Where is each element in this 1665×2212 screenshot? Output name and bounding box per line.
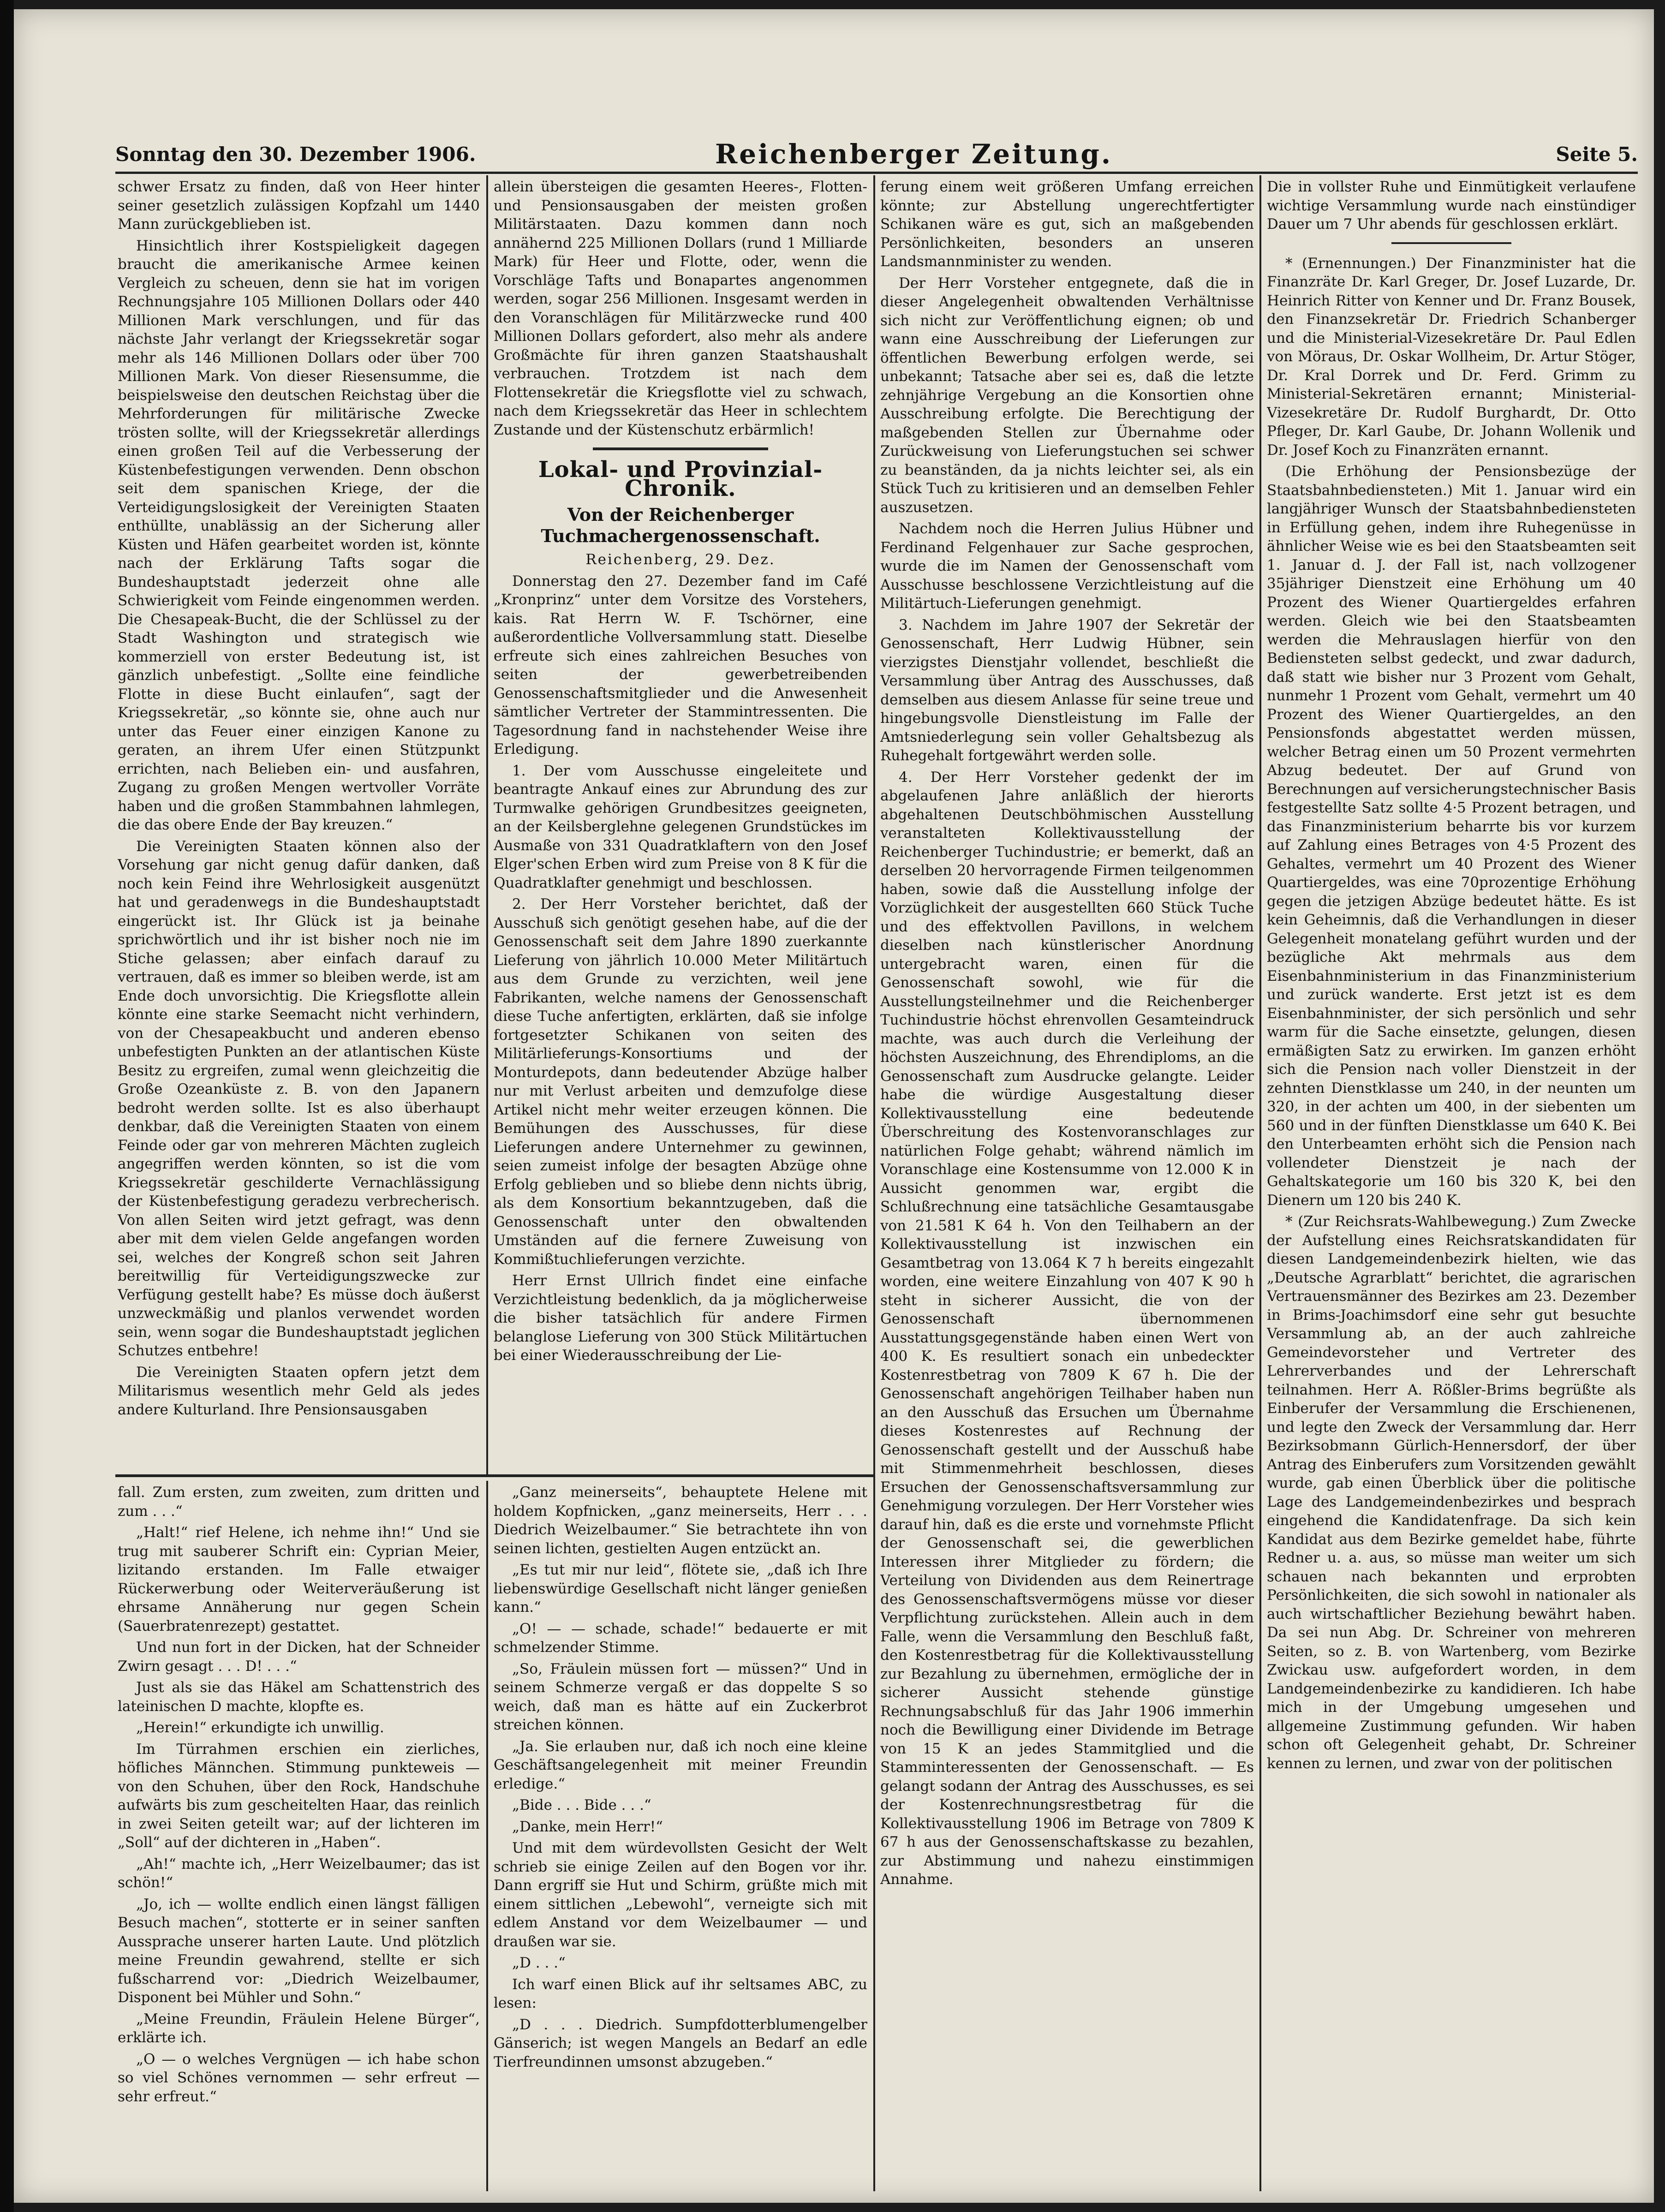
paragraph: „Ah!“ machte ich, „Herr Weizelbaumer; das ist schön!“ <box>118 1855 480 1891</box>
column-4 <box>1267 178 1636 2189</box>
paragraph: allein übersteigen die gesamten Heeres-, Flotten- und Pensionsausgaben der meisten großen Militärstaaten. Dazu kommen dann noch annähernd 225 Millionen Dollars (rund 1 Milliarde Mark) für Heer und Flotte, oder, wenn die Vorschläge Tafts und Bonapartes angenommen werden, sogar 256 Millionen. Insgesamt werden in den Voranschlägen für Militärzwecke rund 400 Millionen Dollars gefordert, also mehr als andere Großmächte für ihren ganzen Staatshaushalt verbrauchen. Trotzdem ist nach dem Flottensekretär die Kriegsflotte viel zu schwach, nach dem Kriegssekretär das Heer in schlechtem Zustande und der Küstenschutz erbärmlich! <box>494 179 867 438</box>
paragraph: Hinsichtlich ihrer Kostspieligkeit dagegen braucht die amerikanische Armee keinen Vergleich zu scheuen, denn sie hat im vorigen Rechnungsjahre 105 Millionen Dollars oder 440 Millionen Mark verschlungen, und für das nächste Jahr verlangt der Kriegssekretär sogar mehr als 146 Millionen Dollars oder über 700 Millionen Mark. Von dieser Riesensumme, die beispielsweise den deutschen Reichstag über die Mehrforderungen für militärische Zwecke trösten sollte, will der Kriegssekretär allerdings einen großen Teil auf die Verbesserung der Küstenbefestigungen verwenden. Denn obschon seit dem spanischen Kriege, der die Verteidigungslosigkeit der Vereinigten Staaten enthüllte, unablässig an der Sicherung aller Küsten und Häfen gearbeitet worden ist, könnte nach der Erklärung Tafts sogar die Bundeshauptstadt jederzeit ohne alle Schwierigkeit vom Feinde eingenommen werden. Die Chesapeak-Bucht, die der Schlüssel zu der Stadt Washington und strategisch wie kommerziell von erster Bedeutung ist, ist gänzlich unbefestigt. „Sollte eine feindliche Flotte in diese Bucht einlaufen“, sagt der Kriegssekretär, „so könnte sie, ohne auch nur unter das Feuer einer einzigen Kanone zu geraten, an ihrem Ufer einen Stützpunkt errichten, nach Belieben ein- und ausfahren, Zugang zu großen Mengen wertvoller Vorräte haben und die großen Stammbahnen lahmlegen, die das obere Ende der Bay kreuzen.“ <box>118 237 480 833</box>
column-3 <box>880 178 1254 2189</box>
paragraph: „Herein!“ erkundigte ich unwillig. <box>136 1719 384 1736</box>
column-2 <box>494 178 867 1472</box>
news-item: * (Zur Reichsrats-Wahlbewegung.) Zum Zwecke der Aufstellung eines Reichsratskandidaten für diesen Landgemeindenbezirk hielten, wie das „Deutsche Agrarblatt“ berichtet, die agrarischen Vertrauensmänner des Bezirkes am 23. Dezember in Brims-Joachimsdorf eine sehr gut besuchte Versammlung ab, an der auch zahlreiche Gemeindevorsteher und Vertreter des Lehrerverbandes und der Lehrerschaft teilnahmen. Herr A. Rößler-Brims begrüßte als Einberufer der Versammlung die Erschienenen, und legte den Zweck der Versammlung dar. Herr Bezirksobmann Gürlich-Hennersdorf, der über Antrag des Einberufers zum Vorsitzenden gewählt wurde, gab einen Überblick über die politische Lage des Landgemeindenbezirkes und besprach eingehend die Kandidatenfrage. Da sich kein Kandidat aus dem Bezirke gemeldet habe, führte Redner u. a. aus, so müsse man weiter um sich schauen nach bekannten und erprobten Persönlichkeiten, die sich sowohl in nationaler als auch wirtschaftlicher Beziehung bewährt haben. Da sei nun Abg. Dr. Schreiner von mehreren Seiten, so z. B. von Wartenberg, vom Bezirke Zwickau usw. aufgefordert worden, in dem Landgemeindenbezirke zu kandidieren. Ich habe mich in der Umgebung umgesehen und allgemeine Zustimmung gefunden. Wir haben schon oft Gelegenheit gehabt, Dr. Schreiner kennen zu lernen, und zwar von der politischen <box>1267 1213 1636 1772</box>
paragraph: 1. Der vom Ausschusse eingeleitete und beantragte Ankauf eines zur Abrundung des zur Turmwalke gehörigen Grundbesitzes geeigneten, an der Keilsberglehne gelegenen Grundstückes im Ausmaße von 331 Quadratklaftern von den Josef Elger'schen Erben wird zum Preise von 8 K für die Quadratklafter genehmigt und beschlossen. <box>494 762 867 891</box>
paragraph: Im Türrahmen erschien ein zierliches, höfliches Männchen. Stimmung punkteweis — von den Schuhen, über den Rock, Handschuhe aufwärts bis zum gescheitelten Haar, das reinlich in zwei Seiten geteilt war; auf der lichteren im „Soll“ auf der dichteren in „Haben“. <box>118 1741 480 1851</box>
paragraph: Ich warf einen Blick auf ihr seltsames ABC, zu lesen: <box>494 1976 867 2011</box>
paragraph: ferung einem weit größeren Umfang erreichen könnte; zur Abstellung ungerechtfertigter Schikanen wäre es gut, sich an maßgebenden Persönlichkeiten, besonders an unseren Landsmannminister zu wenden. <box>880 179 1254 270</box>
paragraph: Nachdem noch die Herren Julius Hübner und Ferdinand Felgenhauer zur Sache gesprochen, wurde die im Namen der Genossenschaft vom Ausschusse beschlossene Verzichtleistung auf die Militärtuch-Lieferungen genehmigt. <box>880 520 1254 612</box>
paragraph: 4. Der Herr Vorsteher gedenkt der im abgelaufenen Jahre anläßlich der hierorts abgehaltenen Deutschböhmischen Ausstellung veranstalteten Kollektivausstellung der Reichenberger Tuchindustrie; er bemerkt, daß an derselben 20 hervorragende Firmen teilgenommen haben, sowie daß die Ausstellung infolge der Vorzüglichkeit der ausgestellten 660 Stück Tuche und des effektvollen Pavillons, in welchem dieselben nach künstlerischer Anordnung untergebracht waren, einen für die Genossenschaft sowohl, wie für die Ausstellungsteilnehmer und die Reichenberger Tuchindustrie höchst ehrenvollen Gesamteindruck machte, was auch durch die Verleihung der höchsten Auszeichnung, des Ehrendiploms, an die Genossenschaft zum Ausdrucke gelangte. Leider habe die würdige Ausgestaltung dieser Kollektivausstellung eine bedeutende Überschreitung des Kostenvoranschlages zur natürlichen Folge gehabt; während nämlich im Voranschlage eine Kostensumme von 12.000 K in Aussicht genommen war, ergibt die Schlußrechnung eine tatsächliche Gesamtausgabe von 21.581 K 64 h. Von den Teilhabern an der Kollektivausstellung ist inzwischen ein Gesamtbetrag von 13.064 K 7 h bereits eingezahlt worden, eine weitere Einzahlung von 407 K 90 h steht in sicherer Aussicht, die von der Genossenschaft übernommenen Ausstattungsgegenstände haben einen Wert von 400 K. Es resultiert sonach ein unbedeckter Kostenrestbetrag von 7809 K 67 h. Die der Genossenschaft angehörigen Teilhaber haben nun an den Ausschuß das Ersuchen um Übernahme dieses Kostenrestes auf Rechnung der Genossenschaft gestellt und der Ausschuß habe mit Stimmenmehrheit beschlossen, dieses Ersuchen der Genossenschaftsversammlung zur Genehmigung vorzulegen. Der Herr Vorsteher wies darauf hin, daß es die erste und vornehmste Pflicht der Genossenschaft sei, die gewerblichen Interessen ihrer Mitglieder zu fördern; die Verteilung von Dividenden aus dem Reinertrage des Genossenschaftsvermögens müsse vor dieser Verpflichtung zurückstehen. Allein auch in dem Falle, wenn die Versammlung den Beschluß faßt, den Kostenrestbetrag für die Kollektivausstellung zur Bezahlung zu übernehmen, ermögliche der in sicherer Aussicht stehende günstige Rechnungsabschluß für das Jahr 1906 immerhin noch die Bewilligung einer Dividende im Betrage von 15 K an jedes Stammitglied und die Stamminteressenten der Genossenschaft. — Es gelangt sodann der Antrag des Ausschusses, es sei der Kostenrechnungsrestbetrag für die Kollektivausstellung 1906 im Betrage von 7809 K 67 h aus der Genossenschaftskasse zu bezahlen, zur Abstimmung und nahezu einstimmigen Annahme. <box>880 769 1254 1888</box>
feuilleton-column-rule <box>486 1481 488 2191</box>
paragraph: „Danke, mein Herr!“ <box>512 1818 663 1835</box>
paragraph: Die Vereinigten Staaten opfern jetzt dem Militarismus wesentlich mehr Geld als jedes andere Kulturland. Ihre Pensionsausgaben <box>118 1364 480 1418</box>
section-heading: Lokal- und Provinzial-Chronik. <box>538 457 823 501</box>
item-divider <box>1391 242 1511 244</box>
column-1 <box>118 178 480 1472</box>
news-item: (Die Erhöhung der Pensionsbezüge der Staatsbahnbediensteten.) Mit 1. Januar wird ein langjähriger Wunsch der Staatsbahnbediensteten in Erfüllung gehen, indem ihre Ruhegenüsse in ähnlicher Weise wie es bei den Staatsbeamten seit 1. Januar d. J. der Fall ist, nach vollzogener 35jähriger Dienstzeit eine Erhöhung um 40 Prozent des Wiener Quartiergeldes erfahren werden. Gleich wie bei den Staatsbeamten werden die Mehrauslagen hierfür von den Bediensteten selbst gedeckt, und zwar dadurch, daß statt wie bisher nur 3 Prozent vom Gehalt, nunmehr 1 Prozent vom Gehalt, vermehrt um 40 Prozent des Wiener Quartiergeldes, an den Pensionsfonds abgestattet werden müssen, welcher Betrag einen um 50 Prozent vermehrten Abzug bedeutet. Der auf Grund von Berechnungen auf versicherungstechnischer Basis festgestellte Satz sollte 4·5 Prozent betragen, und das Finanzministerium beharrte bis vor kurzem auf Zahlung eines Betrages von 4·5 Prozent des Gehaltes, vermehrt um 40 Prozent des Wiener Quartiergeldes, was eine 70prozentige Erhöhung gegen die jetzigen Abzüge bedeutet hätte. Es ist kein Geheimnis, daß die Verhandlungen in dieser Gelegenheit monatelang geführt wurden und der bezügliche Akt mehrmals aus dem Eisenbahnministerium in das Finanzministerium und zurück wanderte. Erst jetzt ist es dem Eisenbahnminister, der sich persönlich und sehr warm für die Sache einsetzte, gelungen, diesen ermäßigten Satz zu erwirken. Im ganzen erhöht sich die Pension nach voller Dienstzeit in der zehnten Dienstklasse um 240, in der neunten um 320, in der achten um 400, in der siebenten um 560 und in der fünften Dienstklasse um 640 K. Bei den Unterbeamten erhöht sich die Pension nach vollendeter Dienstzeit je nach der Gehaltskategorie um 160 bis 320 K, bei den Dienern um 120 bis 240 K. <box>1267 463 1636 1209</box>
paragraph: „D . . .“ <box>512 1955 566 1971</box>
paragraph: „Es tut mir nur leid“, flötete sie, „daß ich Ihre liebenswürdige Gesellschaft nicht länger genießen kann.“ <box>494 1562 867 1616</box>
paragraph: „Ganz meinerseits“, behauptete Helene mit holdem Kopfnicken, „ganz meinerseits, Herr . . . Diedrich Weizelbaumer.“ Sie betrachtete ihn von seinen lichten, gestielten Augen entzückt an. <box>494 1484 867 1557</box>
binding-edge <box>0 0 14 2212</box>
section-divider <box>593 447 768 450</box>
newspaper-title: Reichenberger Zeitung. <box>715 138 1113 170</box>
paragraph: 3. Nachdem im Jahre 1907 der Sekretär der Genossenschaft, Herr Ludwig Hübner, sein vierzigstes Dienstjahr vollendet, beschließt die Versammlung über Antrag des Ausschusses, daß demselben aus diesem Anlasse für seine treue und hingebungsvolle Dienstleistung im Falle der Amtsniederlegung sein voller Gehaltsbezug als Ruhegehalt fortgewährt werden solle. <box>880 616 1254 764</box>
news-item: * (Ernennungen.) Der Finanzminister hat die Finanzräte Dr. Karl Greger, Dr. Josef Luzarde, Dr. Heinrich Ritter von Kenner und Dr. Franz Bousek, den Finanzsekretär Dr. Friedrich Schanberger und die Ministerial-Vizesekretäre Dr. Paul Edlen von Möraus, Dr. Oskar Wollheim, Dr. Artur Stöger, Dr. Kral Dorrek und Dr. Ferd. Grimm zu Ministerial-Sekretären ernannt; Ministerial-Vizesekretäre Dr. Rudolf Burghardt, Dr. Otto Pfleger, Dr. Karl Gaube, Dr. Johann Wollenik und Dr. Josef Koch zu Finanzräten ernannt. <box>1267 255 1636 459</box>
header-date: Sonntag den 30. Dezember 1906. <box>115 143 476 166</box>
column-rule-3 <box>1259 175 1261 2191</box>
paragraph: Just als sie das Häkel am Schattenstrich des lateinischen D machte, klopfte es. <box>118 1679 480 1715</box>
feuilleton-column-1 <box>118 1483 480 2189</box>
paragraph: fall. Zum ersten, zum zweiten, zum dritten und zum . . .“ <box>118 1484 480 1520</box>
paragraph: schwer Ersatz zu finden, daß von Heer hinter seiner gesetzlich zulässigen Kopfzahl um 1440 Mann zurückgeblieben ist. <box>118 179 480 233</box>
paragraph: Donnerstag den 27. Dezember fand im Café „Kronprinz“ unter dem Vorsitze des Vorstehers, kais. Rat Herrn W. F. Tschörner, eine außerordentliche Vollversammlung statt. Dieselbe erfreute sich eines zahlreichen Besuches von seiten der gewerbetreibenden Genossenschaftsmitglieder und die Anwesenheit sämtlicher Vertreter der Stammintressenten. Die Tagesordnung fand in nachstehender Weise ihre Erledigung. <box>494 572 867 757</box>
paragraph: „Ja. Sie erlauben nur, daß ich noch eine kleine Geschäftsangelegenheit mit meiner Freundin erledige.“ <box>494 1738 867 1792</box>
page-header <box>115 138 1638 175</box>
column-rule-2 <box>873 175 875 2191</box>
paragraph: Die in vollster Ruhe und Einmütigkeit verlaufene wichtige Versammlung wurde nach einstündiger Dauer um 7 Uhr abends für geschlossen erklärt. <box>1267 179 1636 233</box>
paragraph: „O — o welches Vergnügen — ich habe schon so viel Schönes vernommen — sehr erfreut — sehr erfreut.“ <box>118 2051 480 2105</box>
paragraph: Die Vereinigten Staaten können also der Vorsehung gar nicht genug dafür danken, daß noch kein Feind ihre Wehrlosigkeit ausgenützt hat und geradenwegs in die Bundeshauptstadt eingerückt ist. Ihr Glück ist ja beinahe sprichwörtlich und ihr ist bisher noch nie im Stiche gelassen; aber einfach darauf zu vertrauen, daß es immer so bleiben werde, ist am Ende doch unvorsichtig. Die Kriegsflotte allein könnte eine starke Seemacht nicht verhindern, von der Chesapeakbucht und anderen ebenso unbefestigten Punkten an der atlantischen Küste Besitz zu ergreifen, zumal wenn gleichzeitig die Große Ozeanküste z. B. von den Japanern bedroht werden sollte. Ist es also überhaupt denkbar, daß die Vereinigten Staaten von einem Feinde oder gar von mehreren Mächten zugleich angegriffen werden könnten, so ist die vom Kriegssekretär geschilderte Vernachlässigung der Küstenbefestigung geradezu verbrecherisch. Von allen Seiten wird jetzt gefragt, was denn aber mit dem vielen Gelde angefangen worden sei, welches der Kongreß schon seit Jahren bereitwillig für Verteidigungszwecke zur Verfügung gestellt habe? Es müsse doch äußerst unzweckmäßig und planlos verwendet worden sein, wenn sogar die Bundeshauptstadt jeglichen Schutzes entbehre! <box>118 838 480 1359</box>
paragraph: „Meine Freundin, Fräulein Helene Bürger“, erklärte ich. <box>118 2010 480 2046</box>
paragraph: „Jo, ich — wollte endlich einen längst fälligen Besuch machen“, stotterte er in seiner sanften Aussprache unserer harten Laute. Und plötzlich meine Freundin gewahrend, stellte er sich fußscharrend vor: „Diedrich Weizelbaumer, Disponent bei Mühler und Sohn.“ <box>118 1896 480 2006</box>
paragraph: 2. Der Herr Vorsteher berichtet, daß der Ausschuß sich genötigt gesehen habe, auf die der Genossenschaft seit dem Jahre 1890 zuerkannte Lieferung von jährlich 10.000 Meter Militärtuch aus dem Grunde zu verzichten, weil jene Fabrikanten, welche namens der Genossenschaft diese Tuche anfertigten, erklärten, daß sie infolge fortgesetzter Schikanen von seiten des Militärlieferungs-Konsortiums und der Monturdepots, dann bedeutender Abzüge halber nur mit Verlust arbeiten und demzufolge diese Artikel nicht mehr weiter erzeugen können. Die Bemühungen des Ausschusses, für diese Lieferungen andere Unternehmer zu gewinnen, seien zumeist infolge der besagten Abzüge ohne Erfolg geblieben und so bliebe denn nichts übrig, als dem Konsortium bekanntzugeben, daß die Genossenschaft unter den obwaltenden Umständen auf die fernere Zuweisung von Kommißtuchlieferungen verzichte. <box>494 896 867 1268</box>
feuilleton-divider <box>115 1474 874 1477</box>
paragraph: „D . . . Diedrich. Sumpfdotterblumengelber Gänserich; ist wegen Mangels an Bedarf an edle Tierfreundinnen umsonst abzugeben.“ <box>494 2016 867 2070</box>
header-rule <box>115 172 1638 174</box>
paragraph: „Bide . . . Bide . . .“ <box>512 1797 651 1813</box>
article-headline: Von der Reichenberger Tuchmachergenossenschaft. <box>541 504 820 546</box>
paragraph: Herr Ernst Ullrich findet eine einfache Verzichtleistung bedenklich, da ja möglicherweise die bisher tatsächlich für andere Firmen belanglose Lieferung von 300 Stück Militärtuchen bei einer Wiederausschreibung der Lie- <box>494 1272 867 1364</box>
feuilleton-column-2 <box>494 1483 867 2189</box>
paragraph: Der Herr Vorsteher entgegnete, daß die in dieser Angelegenheit obwaltenden Verhältnisse sich nicht zur Veröffentlichung eignen; ob und wann eine Ausschreibung der Lieferungen zur öffentlichen Bewerbung erfolgen werde, sei unbekannt; Tatsache aber sei es, daß die letzte zehnjährige Vergebung an die Konsortien ohne Ausschreibung erfolgte. Die Berechtigung der maßgebenden Stellen zur Übernahme oder Zurückweisung von Lieferungstuchen sei schwer zu beanständen, da ja nichts leichter sei, als ein Stück Tuch zu kritisieren und an demselben Fehler auszusetzen. <box>880 274 1254 516</box>
paragraph: Und nun fort in der Dicken, hat der Schneider Zwirn gesagt . . . D! . . .“ <box>118 1639 480 1675</box>
paragraph: Und mit dem würdevollsten Gesicht der Welt schrieb sie einige Zeilen auf den Bogen vor ihr. Dann ergriff sie Hut und Schirm, grüßte mich mit einem sittlichen „Lebewohl“, verneigte sich mit edlem Anstand vor dem Weizelbaumer — und draußen war sie. <box>494 1840 867 1950</box>
dateline: Reichenberg, 29. Dez. <box>585 551 776 568</box>
paragraph: „Halt!“ rief Helene, ich nehme ihn!“ Und sie trug mit sauberer Schrift ein: Cyprian Meier, lizitando erstanden. Im Falle etwaiger Rückerwerbung oder Weiterveräußerung ist ehrsame Annäherung nur gegen Schein (Sauerbratenrezept) gestattet. <box>118 1524 480 1634</box>
page-number: Seite 5. <box>1556 143 1638 166</box>
column-rule-1 <box>486 175 488 1476</box>
paragraph: „O! — — schade, schade!“ bedauerte er mit schmelzender Stimme. <box>494 1620 867 1656</box>
paragraph: „So, Fräulein müssen fort — müssen?“ Und in seinem Schmerze vergaß er das doppelte S so weich, daß man es hätte auf ein Zuckerbrot streichen können. <box>494 1660 867 1733</box>
